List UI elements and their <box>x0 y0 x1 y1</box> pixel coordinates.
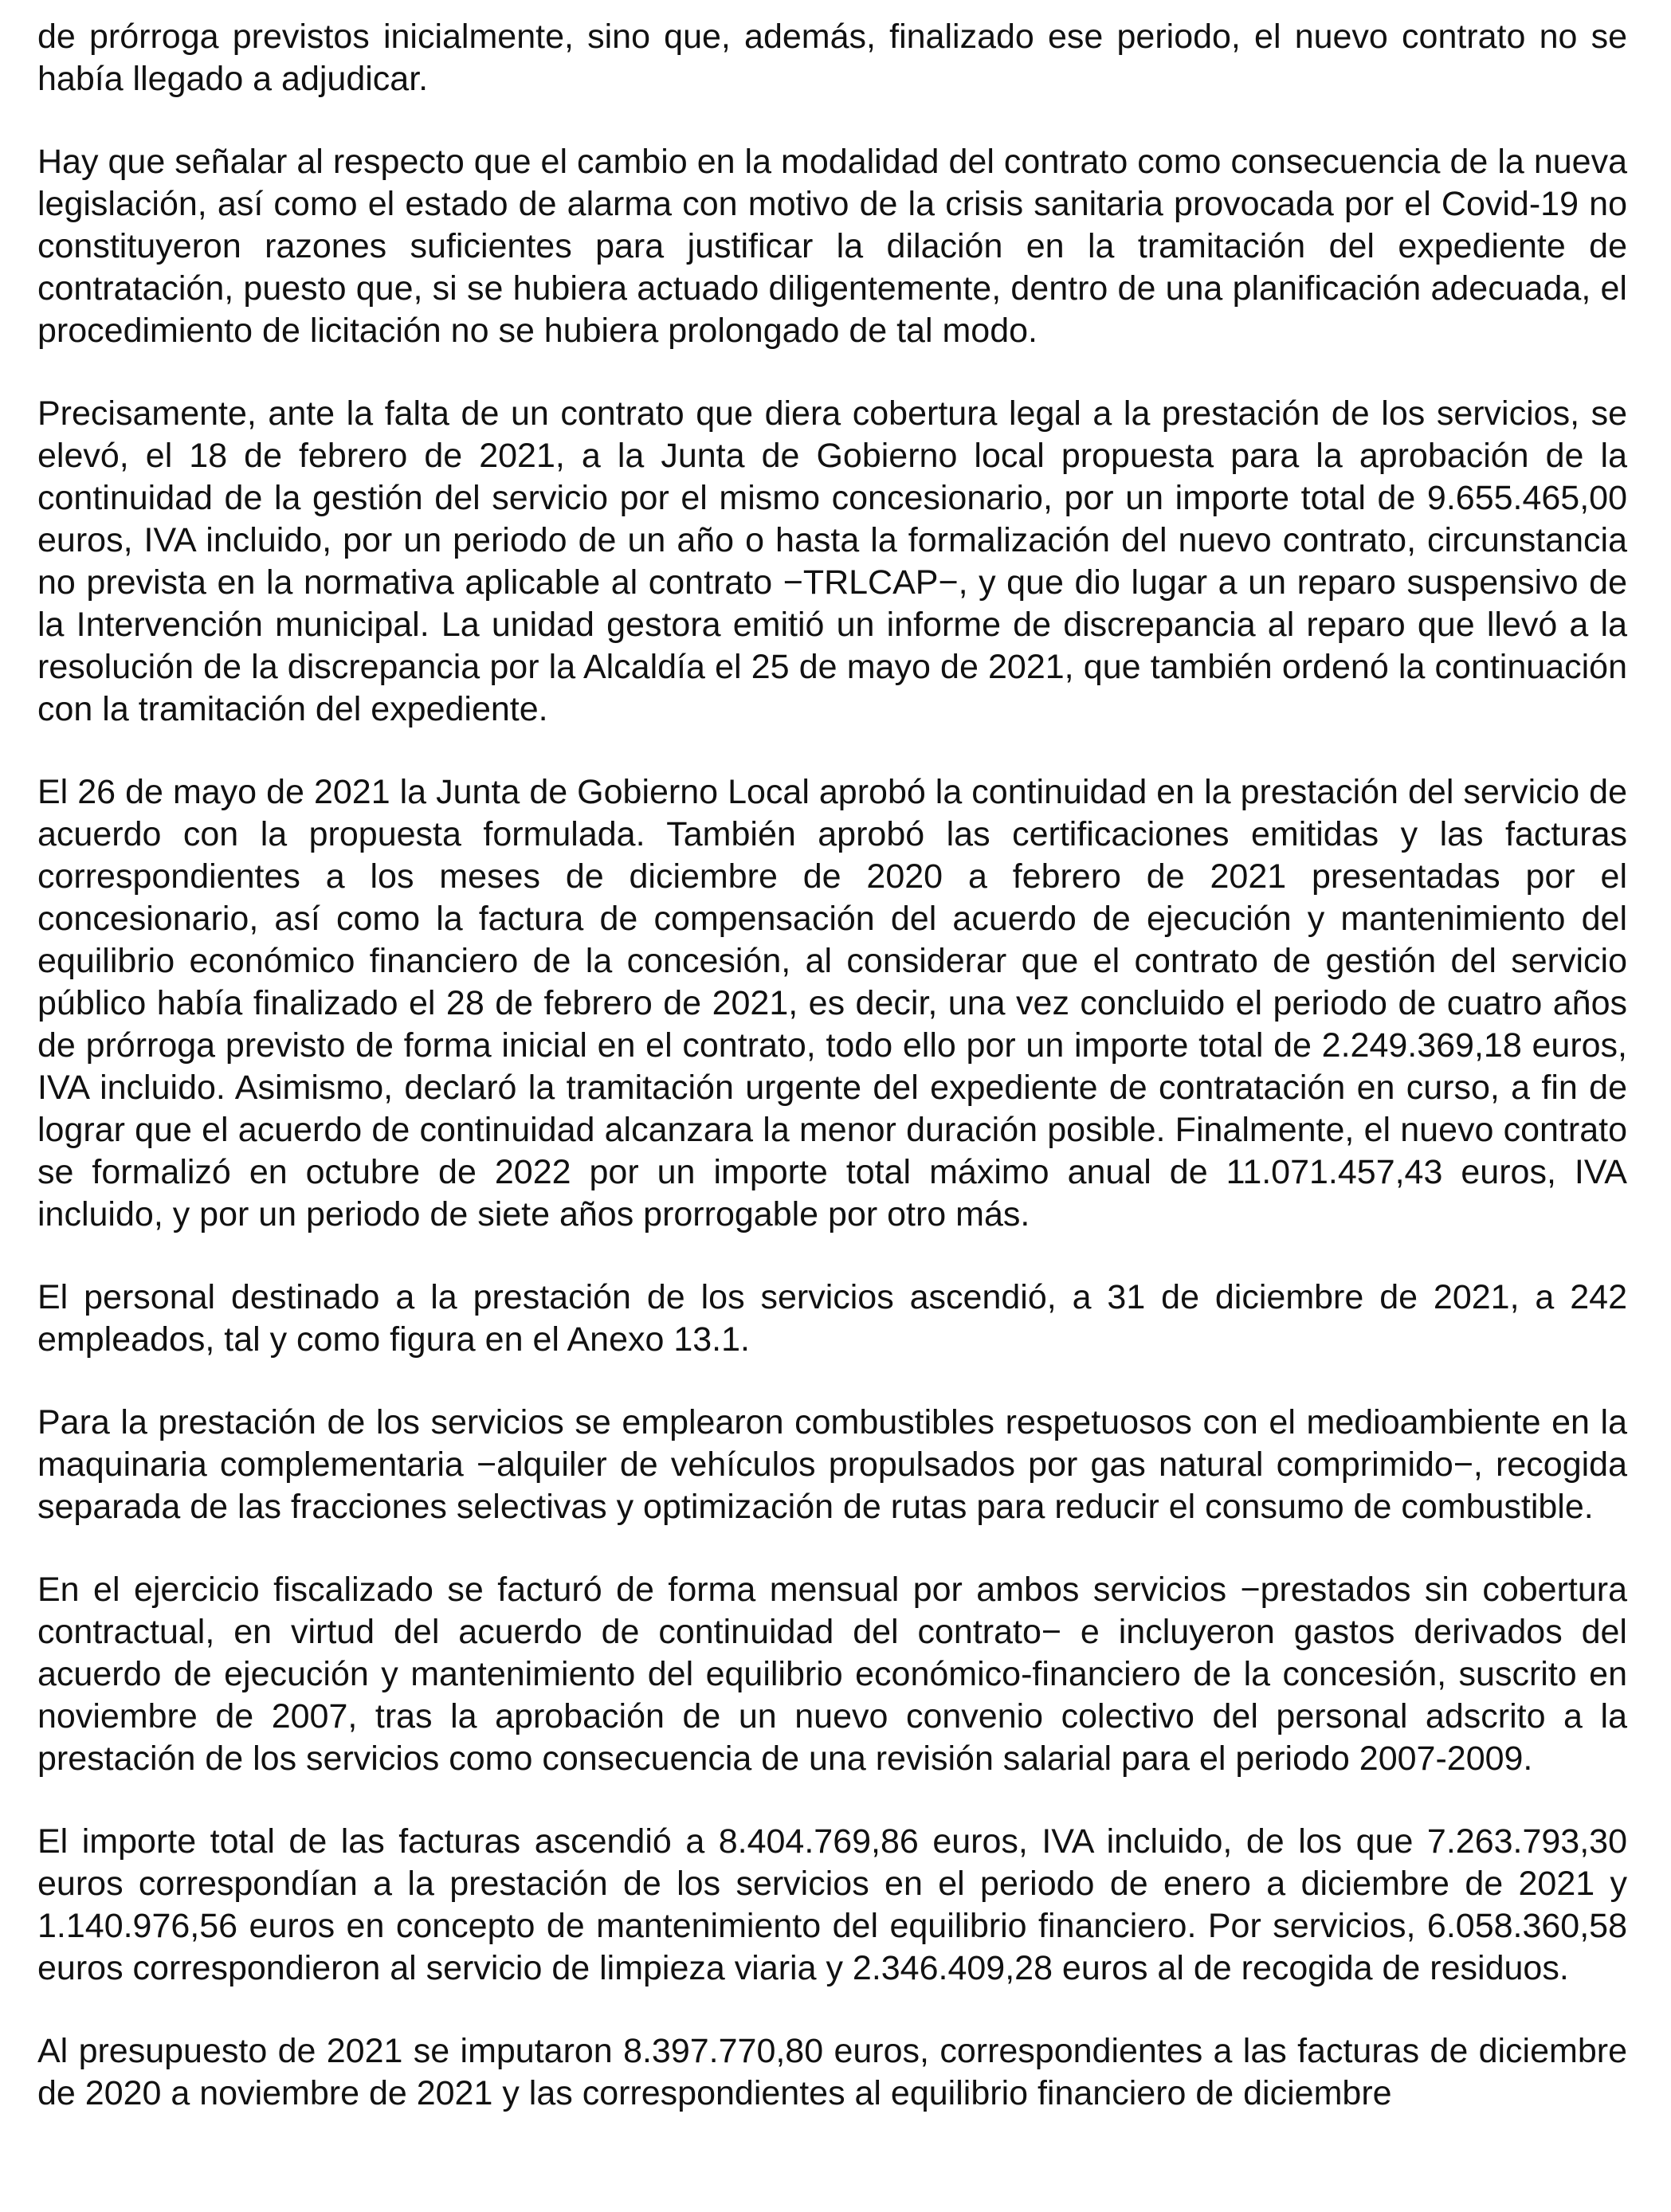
paragraph-junta-gobierno: El 26 de mayo de 2021 la Junta de Gobierno Local aprobó la continuidad en la prestación del servicio de acuerdo con la propuesta formulada. También aprobó las certificaciones emitidas y las facturas correspondientes a los meses de diciembre de 2020 a febrero de 2021 presentadas por el concesionario, así como la factura de compensación del acuerdo de ejecución y mantenimiento del equilibrio económico financiero de la concesión, al considerar que el contrato de gestión del servicio público había finalizado el 28 de febrero de 2021, es decir, una vez concluido el periodo de cuatro años de prórroga previsto de forma inicial en el contrato, todo ello por un importe total de 2.249.369,18 euros, IVA incluido. Asimismo, declaró la tramitación urgente del expediente de contratación en curso, a fin de lograr que el acuerdo de continuidad alcanzara la menor duración posible. Finalmente, el nuevo contrato se formalizó en octubre de 2022 por un importe total máximo anual de 11.071.457,43 euros, IVA incluido, y por un periodo de siete años prorrogable por otro más. <box>37 773 1627 1233</box>
document-page <box>37 16 1627 2115</box>
paragraph-falta-contrato: Precisamente, ante la falta de un contrato que diera cobertura legal a la prestación de los servicios, se elevó, el 18 de febrero de 2021, a la Junta de Gobierno local propuesta para la aprobación de la continuidad de la gestión del servicio por el mismo concesionario, por un importe total de 9.655.465,00 euros, IVA incluido, por un periodo de un año o hasta la formalización del nuevo contrato, circunstancia no prevista en la normativa aplicable al contrato −TRLCAP−, y que dio lugar a un reparo suspensivo de la Intervención municipal. La unidad gestora emitió un informe de discrepancia al reparo que llevó a la resolución de la discrepancia por la Alcaldía el 25 de mayo de 2021, que también ordenó la continuación con la tramitación del expediente. <box>37 394 1627 728</box>
paragraph-facturacion: En el ejercicio fiscalizado se facturó de forma mensual por ambos servicios −prestados sin cobertura contractual, en virtud del acuerdo de continuidad del contrato− e incluyeron gastos derivados del acuerdo de ejecución y mantenimiento del equilibrio económico-financiero de la concesión, suscrito en noviembre de 2007, tras la aprobación de un nuevo convenio colectivo del personal adscrito a la prestación de los servicios como consecuencia de una revisión salarial para el periodo 2007-2009. <box>37 1571 1627 1778</box>
paragraph-combustibles: Para la prestación de los servicios se emplearon combustibles respetuosos con el medioambiente en la maquinaria complementaria −alquiler de vehículos propulsados por gas natural comprimido−, recogida separada de las fracciones selectivas y optimización de rutas para reducir el consumo de combustible. <box>37 1403 1627 1526</box>
paragraph-prorroga: de prórroga previstos inicialmente, sino que, además, finalizado ese periodo, el nuevo contrato no se había llegado a adjudicar. <box>37 18 1627 98</box>
paragraph-importe-facturas: El importe total de las facturas ascendió a 8.404.769,86 euros, IVA incluido, de los que 7.263.793,30 euros correspondían a la prestación de los servicios en el periodo de enero a diciembre de 2021 y 1.140.976,56 euros en concepto de mantenimiento del equilibrio financiero. Por servicios, 6.058.360,58 euros correspondieron al servicio de limpieza viaria y 2.346.409,28 euros al de recogida de residuos. <box>37 1822 1627 1987</box>
paragraph-cambio-modalidad: Hay que señalar al respecto que el cambio en la modalidad del contrato como consecuencia de la nueva legislación, así como el estado de alarma con motivo de la crisis sanitaria provocada por el Covid-19 no constituyeron razones suficientes para justificar la dilación en la tramitación del expediente de contratación, puesto que, si se hubiera actuado diligentemente, dentro de una planificación adecuada, el procedimiento de licitación no se hubiera prolongado de tal modo. <box>37 143 1627 350</box>
paragraph-personal: El personal destinado a la prestación de los servicios ascendió, a 31 de diciembre de 2021, a 242 empleados, tal y como figura en el Anexo 13.1. <box>37 1278 1627 1359</box>
paragraph-presupuesto: Al presupuesto de 2021 se imputaron 8.397.770,80 euros, correspondientes a las facturas de diciembre de 2020 a noviembre de 2021 y las correspondientes al equilibrio financiero de diciembre <box>37 2032 1627 2112</box>
